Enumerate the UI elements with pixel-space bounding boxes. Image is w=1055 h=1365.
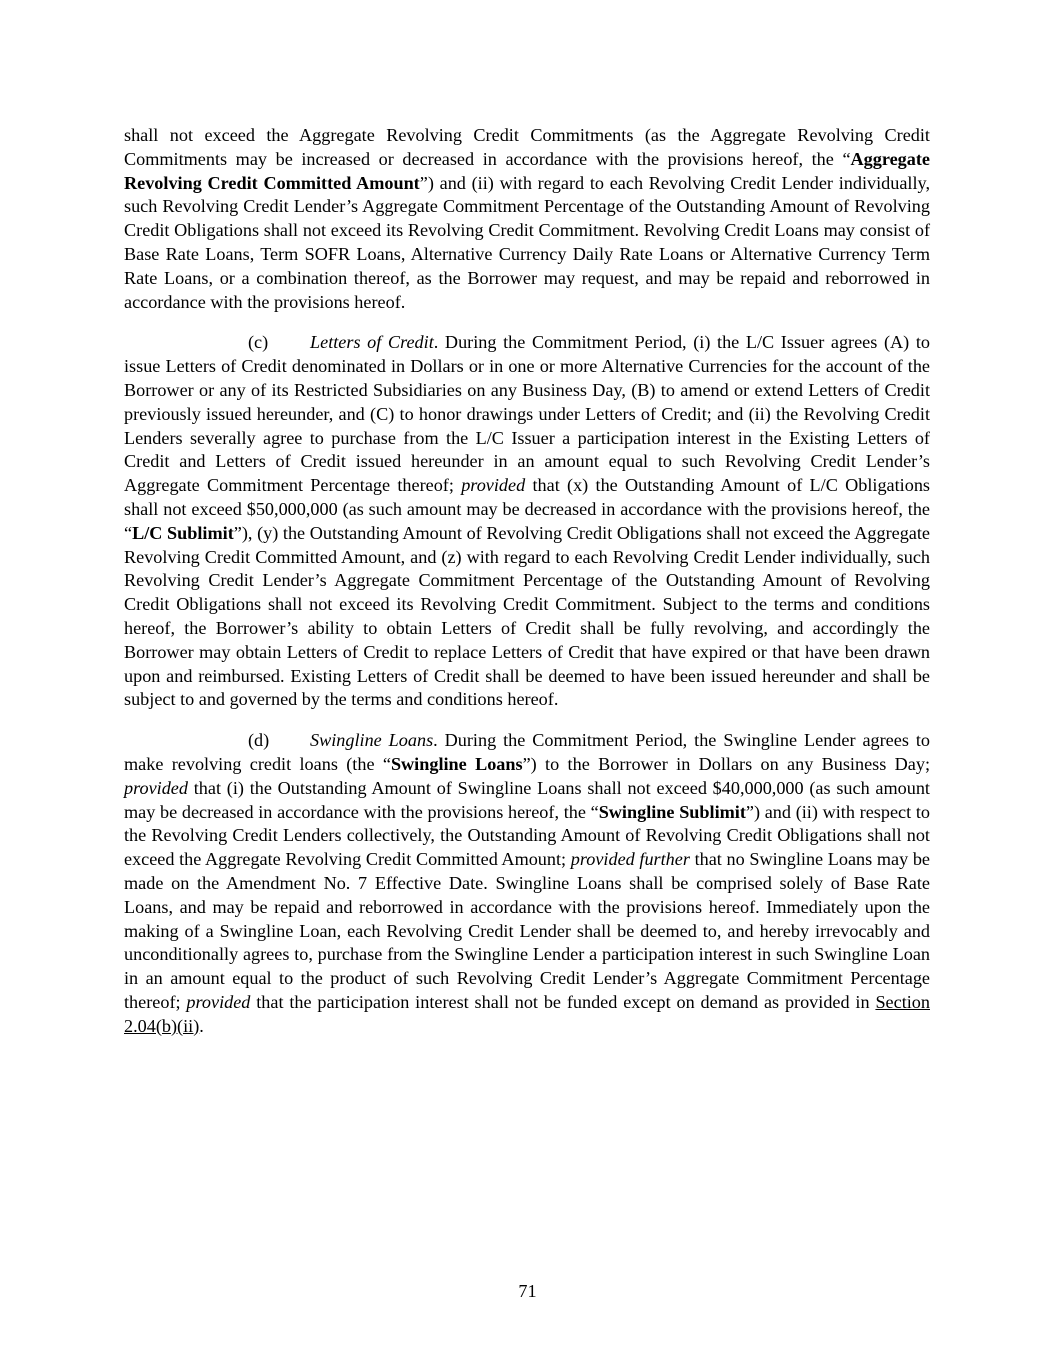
text-run: ”) and (ii) with regard to each Revolving Credit Lender individually, such Revolving Credit Lender’s Aggregate Commitment Percentage of the Outstanding Amount of Revolving Credit Obligations shall not exceed its Revolving Credit Commitment. Revolving Credit Loans may consist of Base Rate Loans, Term SOFR Loans, Alternative Currency Daily Rate Loans or Alternative Currency Term Rate Loans, or a combination thereof, as the Borrower may request, and may be repaid and reborrowed in accordance with the provisions hereof. [124,172,930,312]
paragraph-heading: Swingline Loans [310,730,434,751]
section-cross-reference: Section 2.04(b)(ii) [124,991,930,1036]
provided-further-term: provided further [570,849,690,870]
defined-term-lc-sublimit: L/C Sublimit [132,522,234,543]
paragraph-c-letters-of-credit [124,331,930,712]
text-run: that (i) the Outstanding Amount of Swingline Loans shall not exceed $40,000,000 (as such amount may be decreased in accordance with the provisions hereof, the “ [124,777,930,822]
paragraph-heading: Letters of Credit [310,332,434,353]
provided-term: provided [124,777,188,798]
text-run: ”), (y) the Outstanding Amount of Revolving Credit Obligations shall not exceed the Aggregate Revolving Credit Committed Amount, and (z) with regard to each Revolving Credit Lender individually, such Revolving Credit Lender’s Aggregate Commitment Percentage of the Outstanding Amount of Revolving Credit Obligations shall not exceed its Revolving Credit Commitment. Subject to the terms and conditions hereof, the Borrower’s ability to obtain Letters of Credit shall be fully revolving, and accordingly the Borrower may obtain Letters of Credit to replace Letters of Credit that have expired or that have been drawn upon and reimbursed. Existing Letters of Credit shall be deemed to have been issued hereunder and shall be subject to and governed by the terms and conditions hereof. [124,522,930,710]
defined-term-aggregate-committed-amount: Aggregate Revolving Credit Committed Amount [124,148,930,193]
defined-term-swingline-loans: Swingline Loans [390,753,523,774]
text-run: . During the Commitment Period, the Swingline Lender agrees to make revolving credit loans (the “ [124,730,930,774]
text-run: that (x) the Outstanding Amount of L/C Obligations shall not exceed $50,000,000 (as such amount may be decreased in accordance with the provisions hereof, the “ [124,475,930,543]
provided-term: provided [186,991,251,1012]
defined-term-swingline-sublimit: Swingline Sublimit [598,801,746,822]
page-number: 71 [518,1281,537,1301]
text-run: ”) to the Borrower in Dollars on any Business Day; [522,753,930,774]
paragraph-d-swingline-loans [124,729,930,1038]
text-run: . During the Commitment Period, (i) the L/C Issuer agrees (A) to issue Letters of Credit denominated in Dollars or in one or more Alternative Currencies for the account of the Borrower or any of its Restricted Subsidiaries on any Business Day, (B) to amend or extend Letters of Credit previously issued hereunder, and (C) to honor drawings under Letters of Credit; and (ii) the Revolving Credit Lenders severally agree to purchase from the L/C Issuer a participation interest in the Existing Letters of Credit and Letters of Credit issued hereunder in an amount equal to such Revolving Credit Lender’s Aggregate Commitment Percentage thereof; [124,332,930,496]
provided-term: provided [461,475,526,496]
text-run: shall not exceed the Aggregate Revolving Credit Commitments (as the Aggregate Revolving Credit Commitments may be increased or decreased in accordance with the provisions hereof, the “ [124,125,930,169]
text-run: that no Swingline Loans may be made on the Amendment No. 7 Effective Date. Swingline Loans shall be comprised solely of Base Rate Loans, and may be repaid and reborrowed in accordance with the provisions hereof. Immediately upon the making of a Swingline Loan, each Revolving Credit Lender shall be deemed to, and hereby irrevocably and unconditionally agrees to, purchase from the Swingline Lender a participation interest in such Swingline Loan in an amount equal to the product of such Revolving Credit Lender’s Aggregate Commitment Percentage thereof; [124,849,930,1012]
document-page [124,124,930,1038]
paragraph-label: (c) [248,332,269,353]
paragraph-b-continuation [124,124,930,314]
paragraph-label: (d) [248,730,270,751]
text-run: . [199,1015,204,1036]
text-run: ”) and (ii) with respect to the Revolving Credit Lenders collectively, the Outstanding Amount of Revolving Credit Obligations shall not exceed the Aggregate Revolving Credit Committed Amount; [124,801,930,870]
text-run: that the participation interest shall not be funded except on demand as provided in [250,991,876,1012]
